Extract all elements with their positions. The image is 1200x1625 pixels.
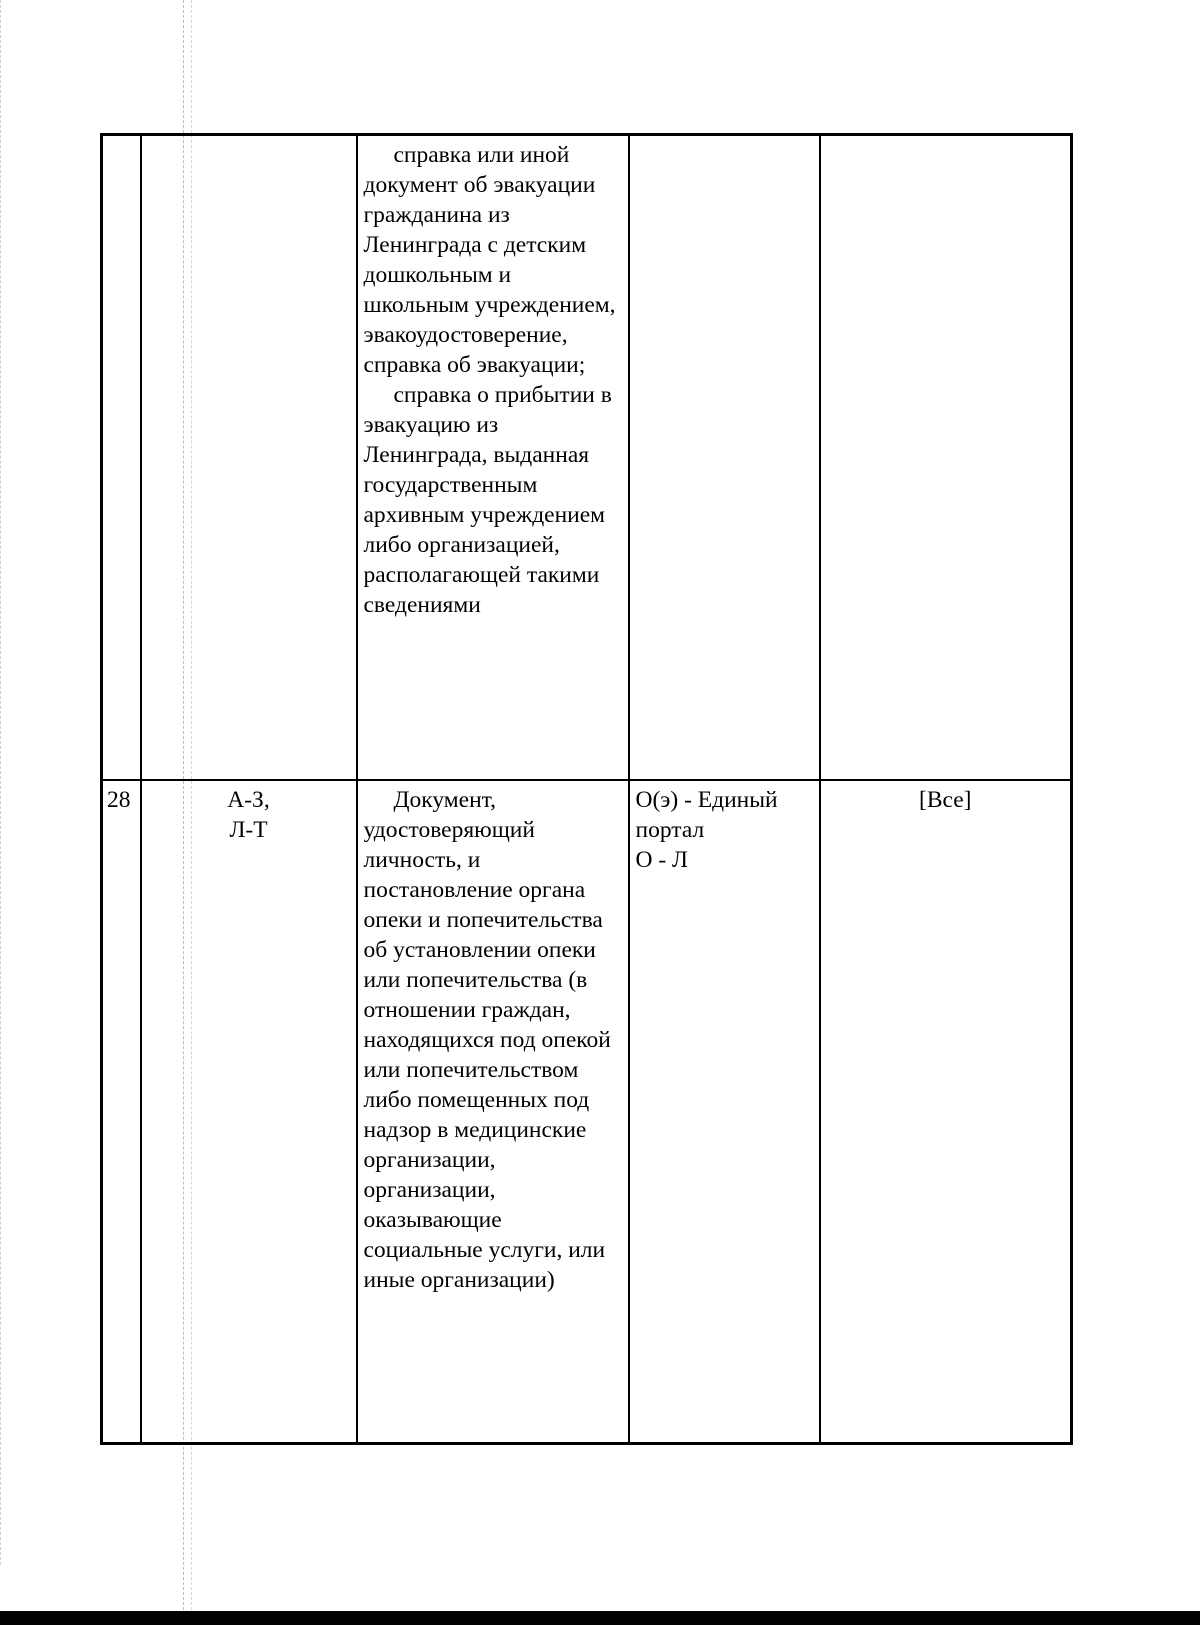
code-line: Л-Т [229,817,268,843]
document-text: справка или иной документ об эвакуации гражданина из Ленинграда с детским дошкольным и школьным учреждением, эвакоудостоверение, справка об эвакуации; [363,142,616,378]
code-cell [141,135,357,781]
row-number-cell [102,135,141,781]
method-cell [629,135,820,781]
documents-cell [357,135,629,781]
method-cell [629,780,820,1444]
table-row [102,135,1072,781]
document-text: Документ, удостоверяющий личность, и постановление органа опеки и попечительства об установлении опеки или попечительства (в отношении граждан, находящихся под опекой или попечительством либо помещенных под надзор в медицинские организации, организации, оказывающие социальные услуги, или иные организации) [363,787,611,1293]
code-cell [141,780,357,1444]
row-number-cell: 28 [102,780,141,1444]
documents-cell [357,780,629,1444]
scan-left-edge [0,0,1,1565]
code-line: А-З, [227,787,270,813]
document-text: справка о прибытии в эвакуацию из Ленинграда, выданная государственным архивным учреждением либо организацией, располагающей такими сведениями [363,382,612,618]
method-line: О(э) - Единый портал [635,787,778,843]
scope-cell: [Все] [820,780,1072,1444]
scan-bottom-edge [0,1611,1200,1625]
table-row [102,780,1072,1444]
documents-table [100,133,1073,1445]
method-line: О - Л [635,847,688,873]
scope-cell [820,135,1072,781]
